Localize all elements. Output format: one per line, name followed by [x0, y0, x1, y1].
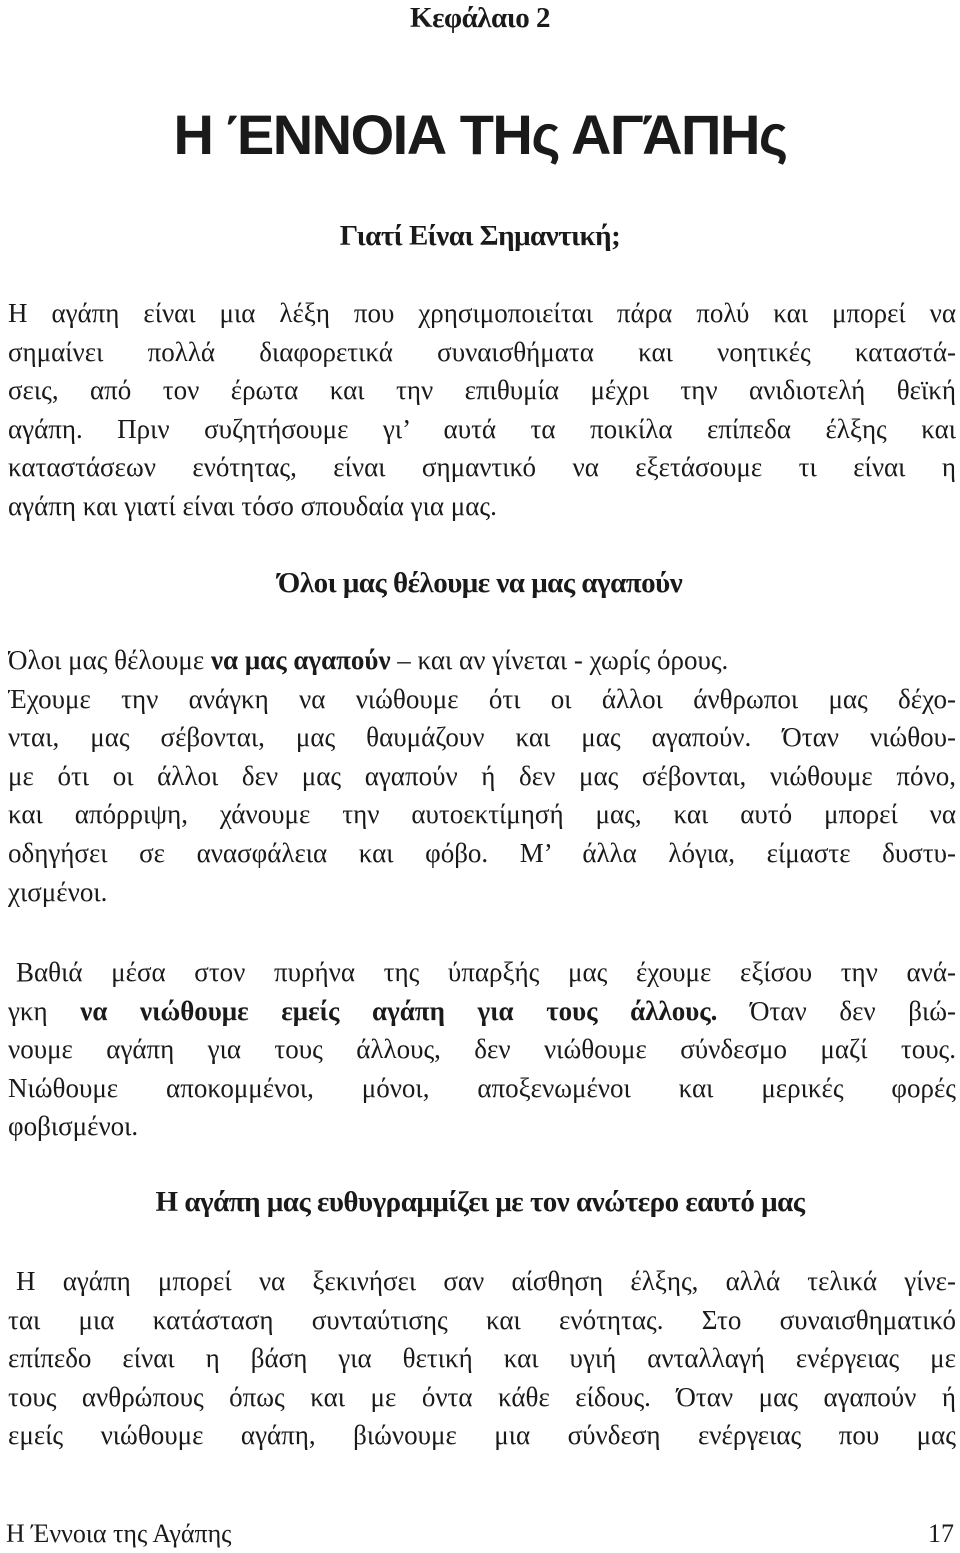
text-line: σεις, από τον έρωτα και την επιθυμία μέχρι την ανιδιοτελή θεϊκή — [8, 375, 956, 406]
text-line: επίπεδο είναι η βάση για θετική και υγιή ανταλλαγή ενέργειας με — [8, 1343, 956, 1374]
text-run: – και αν γίνεται - χωρίς όρους. — [390, 645, 729, 675]
text-line: Η αγάπη μπορεί να ξεκινήσει σαν αίσθηση έλξης, αλλά τελικά γίνε- — [16, 1266, 956, 1296]
paragraph-intro — [8, 294, 956, 526]
running-footer-title: Η Έννοια της Αγάπης — [6, 1519, 232, 1548]
text-line: καταστάσεων ενότητας, είναι σημαντικό να εξετάσουμε τι είναι η — [8, 452, 956, 483]
page-number: 17 — [928, 1519, 954, 1548]
text-line: σημαίνει πολλά διαφορετικά συναισθήματα και νοητικές καταστά- — [8, 336, 956, 367]
text-line: φοβισμένοι. — [8, 1111, 139, 1142]
text-line — [8, 641, 956, 680]
text-line: νουμε αγάπη για τους άλλους, δεν νιώθουμε σύνδεσμο μαζί τους. — [8, 1034, 956, 1065]
text-line — [8, 992, 956, 1031]
section-heading-we-all-want-love: Όλοι μας θέλουμε να μας αγαπούν — [277, 567, 683, 599]
text-line: αγάπη και γιατί είναι τόσο σπουδαία για μας. — [8, 490, 497, 521]
text-line: αγάπη. Πριν συζητήσουμε γι’ αυτά τα ποικίλα επίπεδα έλξης και — [8, 413, 956, 444]
text-line: Η αγάπη είναι μια λέξη που χρησιμοποιείται πάρα πολύ και μπορεί να — [8, 298, 956, 328]
paragraph-want-love — [8, 641, 956, 911]
text-line: Έχουμε την ανάγκη να νιώθουμε ότι οι άλλοι άνθρωποι μας δέχο- — [8, 683, 956, 714]
text-run: Όταν δεν βιώ- — [717, 995, 956, 1026]
text-line: νται, μας σέβονται, μας θαυμάζουν και μας αγαπούν. Όταν νιώθου- — [8, 722, 956, 753]
chapter-label: Κεφάλαιο 2 — [410, 2, 550, 34]
bold-phrase: να νιώθουμε εμείς αγάπη για τους άλλους. — [80, 995, 718, 1026]
paragraph-higher-self — [8, 1262, 956, 1455]
text-line: Νιώθουμε αποκομμένοι, μόνοι, αποξενωμένοι και μερικές φορές — [8, 1072, 956, 1103]
text-line: Βαθιά μέσα στον πυρήνα της ύπαρξής μας έχουμε εξίσου την ανά- — [16, 957, 956, 987]
text-line: ται μια κατάσταση συνταύτισης και ενότητας. Στο συναισθηματικό — [8, 1304, 956, 1335]
paragraph-feel-love — [8, 953, 956, 1146]
text-run: γκη — [8, 995, 81, 1026]
text-line: εμείς νιώθουμε αγάπη, βιώνουμε μια σύνδεση ενέργειας που μας — [8, 1420, 956, 1451]
chapter-title: Η ΈΝΝΟΙΑ ΤΗς ΑΓΆΠΗς — [173, 103, 787, 166]
section-heading-why-important: Γιατί Είναι Σημαντική; — [339, 220, 621, 252]
text-line: με ότι οι άλλοι δεν μας αγαπούν ή δεν μας σέβονται, νιώθουμε πόνο, — [8, 760, 956, 791]
text-run: Όλοι μας θέλουμε — [8, 645, 211, 675]
section-heading-higher-self: Η αγάπη μας ευθυγραμμίζει με τον ανώτερο εαυτό μας — [155, 1186, 805, 1218]
text-line: χισμένοι. — [8, 876, 108, 907]
bold-phrase: να μας αγαπούν — [210, 645, 391, 675]
text-line: τους ανθρώπους όπως και με όντα κάθε είδους. Όταν μας αγαπούν ή — [8, 1381, 956, 1412]
text-line: οδηγήσει σε ανασφάλεια και φόβο. Μ’ άλλα λόγια, είμαστε δυστυ- — [8, 837, 956, 868]
text-line: και απόρριψη, χάνουμε την αυτοεκτίμησή μας, και αυτό μπορεί να — [8, 799, 956, 830]
